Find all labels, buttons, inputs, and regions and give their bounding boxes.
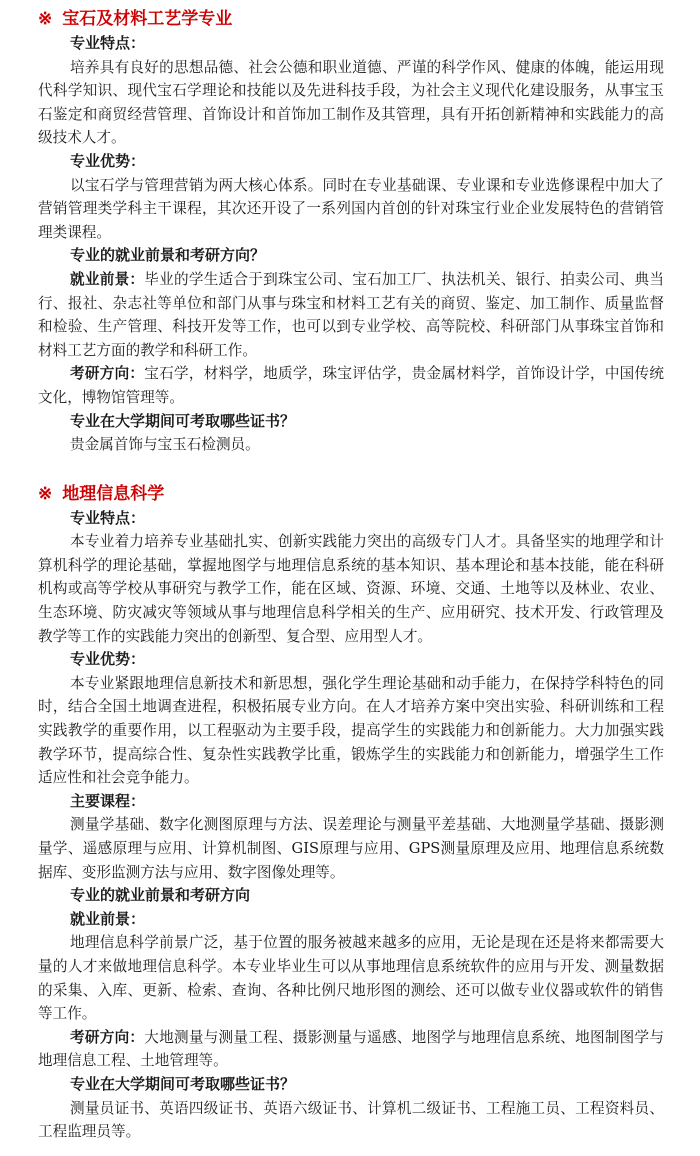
employment-label: 就业前景： bbox=[70, 270, 145, 288]
section-title-text: 地理信息科学 bbox=[62, 483, 165, 504]
advantages-heading: 专业优势： bbox=[70, 151, 146, 170]
prospects-heading: 专业的就业前景和考研方向？ bbox=[70, 246, 266, 265]
features-heading: 专业特点： bbox=[70, 508, 146, 527]
reference-mark-icon: ※ bbox=[38, 483, 53, 504]
section-title bbox=[38, 481, 664, 507]
features-text: 培养具有良好的思想品德、社会公德和职业道德、严谨的科学作风、健康的体魄，能运用现代科学知识、现代宝石学理论和技能以及先进科技手段，为社会主义现代化建设服务，从事宝玉石鉴定和商贸经营管理、首饰设计和首饰加工制作及其管理，具有开拓创新精神和实践能力的高级技术人才。 bbox=[38, 58, 664, 147]
reference-mark-icon: ※ bbox=[38, 9, 53, 29]
cert-heading: 专业在大学期间可考取哪些证书？ bbox=[70, 411, 296, 430]
employment-paragraph bbox=[38, 268, 664, 362]
grad-paragraph bbox=[38, 362, 664, 409]
cert-text: 贵金属首饰与宝玉石检测员。 bbox=[70, 436, 260, 454]
advantages-heading: 专业优势： bbox=[70, 650, 146, 669]
section-spacer bbox=[38, 457, 664, 481]
section-gemology bbox=[38, 6, 664, 457]
features-heading: 专业特点： bbox=[70, 34, 146, 52]
section-title-text: 宝石及材料工艺学专业 bbox=[62, 9, 233, 29]
grad-text: 大地测量与测量工程、摄影测量与遥感、地图学与地理信息系统、地图制图学与地理信息工程、土地管理等。 bbox=[38, 1028, 664, 1070]
employment-text: 地理信息科学前景广泛，基于位置的服务被越来越多的应用，无论是现在还是将来都需要大量的人才来做地理信息科学。本专业毕业生可以从事地理信息系统软件的应用与开发、测量数据的采集、入库、更新、检索、查询、各种比例尺地形图的测绘、还可以做专业仪器或软件的销售等工作。 bbox=[38, 934, 664, 1023]
courses-text: 测量学基础、数字化测图原理与方法、误差理论与测量平差基础、大地测量学基础、摄影测量学、遥感原理与应用、计算机制图、GIS原理与应用、GPS测量原理及应用、地理信息系统数据库、变形监测方法与应用、数字图像处理等。 bbox=[38, 816, 664, 881]
cert-text: 测量员证书、英语四级证书、英语六级证书、计算机二级证书、工程施工员、工程资料员、工程监理员等。 bbox=[38, 1099, 664, 1141]
section-title bbox=[38, 6, 664, 32]
features-text: 本专业着力培养专业基础扎实、创新实践能力突出的高级专门人才。具备坚实的地理学和计算机科学的理论基础，掌握地图学与地理信息系统的基本知识、基本理论和基本技能，能在科研机构或高等学校从事研究与教学工作，能在区域、资源、环境、交通、土地等以及林业、农业、生态环境、防灾减灾等领域从事与地理信息科学相关的生产、应用研究、技术开发、行政管理及教学等工作的实践能力突出的创新型、复合型、应用型人才。 bbox=[38, 533, 664, 645]
section-geoinfo bbox=[38, 481, 664, 1144]
advantages-text: 本专业紧跟地理信息新技术和新思想，强化学生理论基础和动手能力，在保持学科特色的同时，结合全国土地调查进程，积极拓展专业方向。在人才培养方案中突出实验、科研训练和工程实践教学的重要作用，以工程驱动为主要手段，提高学生的实践能力和创新能力。大力加强实践教学环节，提高综合性、复杂性实践教学比重，锻炼学生的实践能力和创新能力，增强学生工作适应性和社会竞争能力。 bbox=[38, 674, 664, 787]
employment-text: 毕业的学生适合于到珠宝公司、宝石加工厂、执法机关、银行、拍卖公司、典当行、报社、杂志社等单位和部门从事与珠宝和材料工艺有关的商贸、鉴定、加工制作、质量监督和检验、生产管理、科技开发等工作，也可以到专业学校、高等院校、科研部门从事珠宝首饰和材料工艺方面的教学和科研工作。 bbox=[38, 270, 664, 359]
grad-label: 考研方向： bbox=[70, 365, 145, 383]
grad-text: 宝石学，材料学，地质学，珠宝评估学，贵金属材料学，首饰设计学，中国传统文化，博物馆管理等。 bbox=[38, 365, 664, 406]
grad-paragraph bbox=[38, 1026, 664, 1073]
cert-heading: 专业在大学期间可考取哪些证书？ bbox=[70, 1074, 296, 1093]
prospects-heading: 专业的就业前景和考研方向 bbox=[70, 886, 251, 905]
advantages-text: 以宝石学与管理营销为两大核心体系。同时在专业基础课、专业课和专业选修课程中加大了营销管理类学科主干课程，其次还开设了一系列国内首创的针对珠宝行业企业发展特色的营销管理类课程。 bbox=[38, 176, 664, 241]
courses-heading: 主要课程： bbox=[70, 791, 146, 810]
grad-label: 考研方向： bbox=[70, 1028, 145, 1046]
employment-label: 就业前景： bbox=[70, 909, 146, 928]
